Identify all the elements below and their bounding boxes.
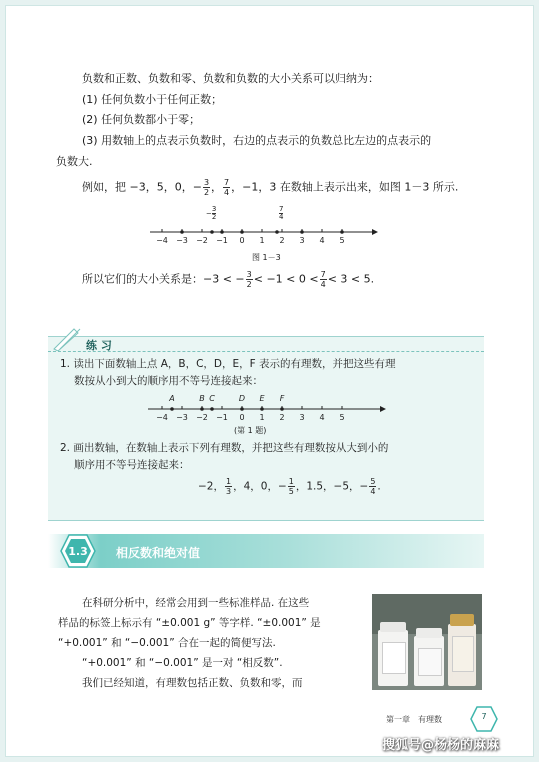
tick-label: 3 xyxy=(299,236,305,245)
order-statement: 所以它们的大小关系是：−3 < − $\frac{3}{2}$ < −1 < 0 < $\frac{7}{4}$ < 3 < 5. xyxy=(82,270,375,289)
point-label-e: E xyxy=(259,394,265,403)
tick-label: 2 xyxy=(279,413,285,422)
body-line-2: 样品的标签上标示有 “±0.001 g” 等字样. “±0.001” 是 xyxy=(58,617,321,629)
q1-line-1: 1. 读出下面数轴上点 A，B，C，D，E，F 表示的有理数，并把这些有理 xyxy=(60,358,396,370)
q1-number-line xyxy=(148,391,388,425)
body-line-3: “+0.001” 和 “−0.001” 合在一起的简便写法. xyxy=(58,637,276,649)
rule-3-line-2: 负数大. xyxy=(56,155,93,168)
tick-label: −4 xyxy=(156,236,168,245)
body-line-1: 在科研分析中，经常会用到一些标准样品. 在这些 xyxy=(82,597,310,609)
body-line-5: 我们已经知道，有理数包括正数、负数和零，而 xyxy=(82,677,303,689)
tick-label: 0 xyxy=(239,413,245,422)
intro-lead: 负数和正数、负数和零、负数和负数的大小关系可以归纳为： xyxy=(82,72,379,85)
example-sentence: 例如，把 −3，5，0，− $\frac{3}{2}$ ， $\frac{7}{4}$ ，−1，3 在数轴上表示出来，如图 1－3 所示. xyxy=(82,178,459,197)
q1-caption: (第 1 题) xyxy=(234,426,267,435)
axis-point xyxy=(170,407,174,411)
tick-label: −3 xyxy=(176,236,188,245)
section-number: 1.3 xyxy=(68,545,88,558)
tick-label: −4 xyxy=(156,413,168,422)
pencil-decoration-icon xyxy=(52,325,86,351)
rule-1: (1) 任何负数小于任何正数； xyxy=(82,93,223,106)
tick-label: 2 xyxy=(279,236,285,245)
axis-point xyxy=(280,407,284,411)
label-7-4: $\frac{7}{4}$ xyxy=(279,205,284,221)
fraction-7-4: $\frac{7}{4}$ xyxy=(224,178,230,197)
point-label-d: D xyxy=(238,394,246,403)
example-prefix: 例如，把 −3，5，0，− xyxy=(82,180,202,194)
tick-label: −1 xyxy=(216,236,228,245)
tick-label: 1 xyxy=(259,236,265,245)
tick-label: −2 xyxy=(196,236,208,245)
section-title: 相反数和绝对值 xyxy=(116,546,201,560)
watermark: 搜狐号@杨杨的麻麻 xyxy=(382,738,500,753)
point-label-b: B xyxy=(199,394,205,403)
tick-label: 3 xyxy=(299,413,305,422)
tick-label: 0 xyxy=(239,236,245,245)
point-label-c: C xyxy=(209,394,215,403)
tick-label: −2 xyxy=(196,413,208,422)
q1-line-2: 数按从小到大的顺序用不等号连接起来： xyxy=(74,375,263,387)
axis-point xyxy=(260,407,264,411)
rule-3-line-1: (3) 用数轴上的点表示负数时，右边的点表示的负数总比左边的点表示的 xyxy=(82,134,432,147)
sample-bottles-photo xyxy=(372,594,482,690)
tick-label: −1 xyxy=(216,413,228,422)
label-minus-3-2: − $\frac{3}{2}$ xyxy=(206,205,217,221)
q2-line-1: 2. 画出数轴，在数轴上表示下列有理数，并把这些有理数按从大到小的 xyxy=(60,442,389,454)
point-label-f: F xyxy=(279,394,285,403)
number-line-figure xyxy=(150,204,380,258)
axis-point xyxy=(340,230,344,234)
exercise-title: 练 习 xyxy=(86,339,112,352)
exercise-header xyxy=(48,337,484,352)
axis-point xyxy=(275,230,279,234)
axis-point xyxy=(200,407,204,411)
axis-point xyxy=(210,407,214,411)
tick-label: 4 xyxy=(319,236,325,245)
tick-label: 5 xyxy=(339,236,345,245)
example-suffix: ，−1，3 在数轴上表示出来，如图 1－3 所示. xyxy=(231,180,459,194)
q2-line-2: 顺序用不等号连接起来： xyxy=(74,459,190,471)
axis-point xyxy=(240,230,244,234)
body-line-4: “+0.001” 和 “−0.001” 是一对 “相反数”. xyxy=(82,657,283,669)
axis-point xyxy=(240,407,244,411)
axis-point xyxy=(210,230,214,234)
q2-numbers: −2， $\frac{1}{3}$ ，4，0，− $\frac{1}{5}$ ，1.5，−5，− $\frac{5}{4}$ . xyxy=(198,477,381,496)
point-label-a: A xyxy=(169,394,175,403)
fraction-3-2: $\frac{3}{2}$ xyxy=(203,178,210,197)
page-number: 7 xyxy=(481,712,487,721)
axis-point xyxy=(220,230,224,234)
chapter-footer: 第一章 有理数 xyxy=(386,715,442,724)
axis-point xyxy=(300,230,304,234)
axis-arrow xyxy=(380,406,386,412)
rule-2: (2) 任何负数都小于零； xyxy=(82,113,201,126)
axis-arrow xyxy=(372,229,378,235)
tick-label: 5 xyxy=(339,413,345,422)
exercise-box xyxy=(48,336,484,521)
section-header-bar xyxy=(48,534,484,568)
figure-caption: 图 1－3 xyxy=(252,253,281,262)
tick-label: 1 xyxy=(259,413,265,422)
tick-label: −3 xyxy=(176,413,188,422)
axis-point xyxy=(180,230,184,234)
tick-label: 4 xyxy=(319,413,325,422)
